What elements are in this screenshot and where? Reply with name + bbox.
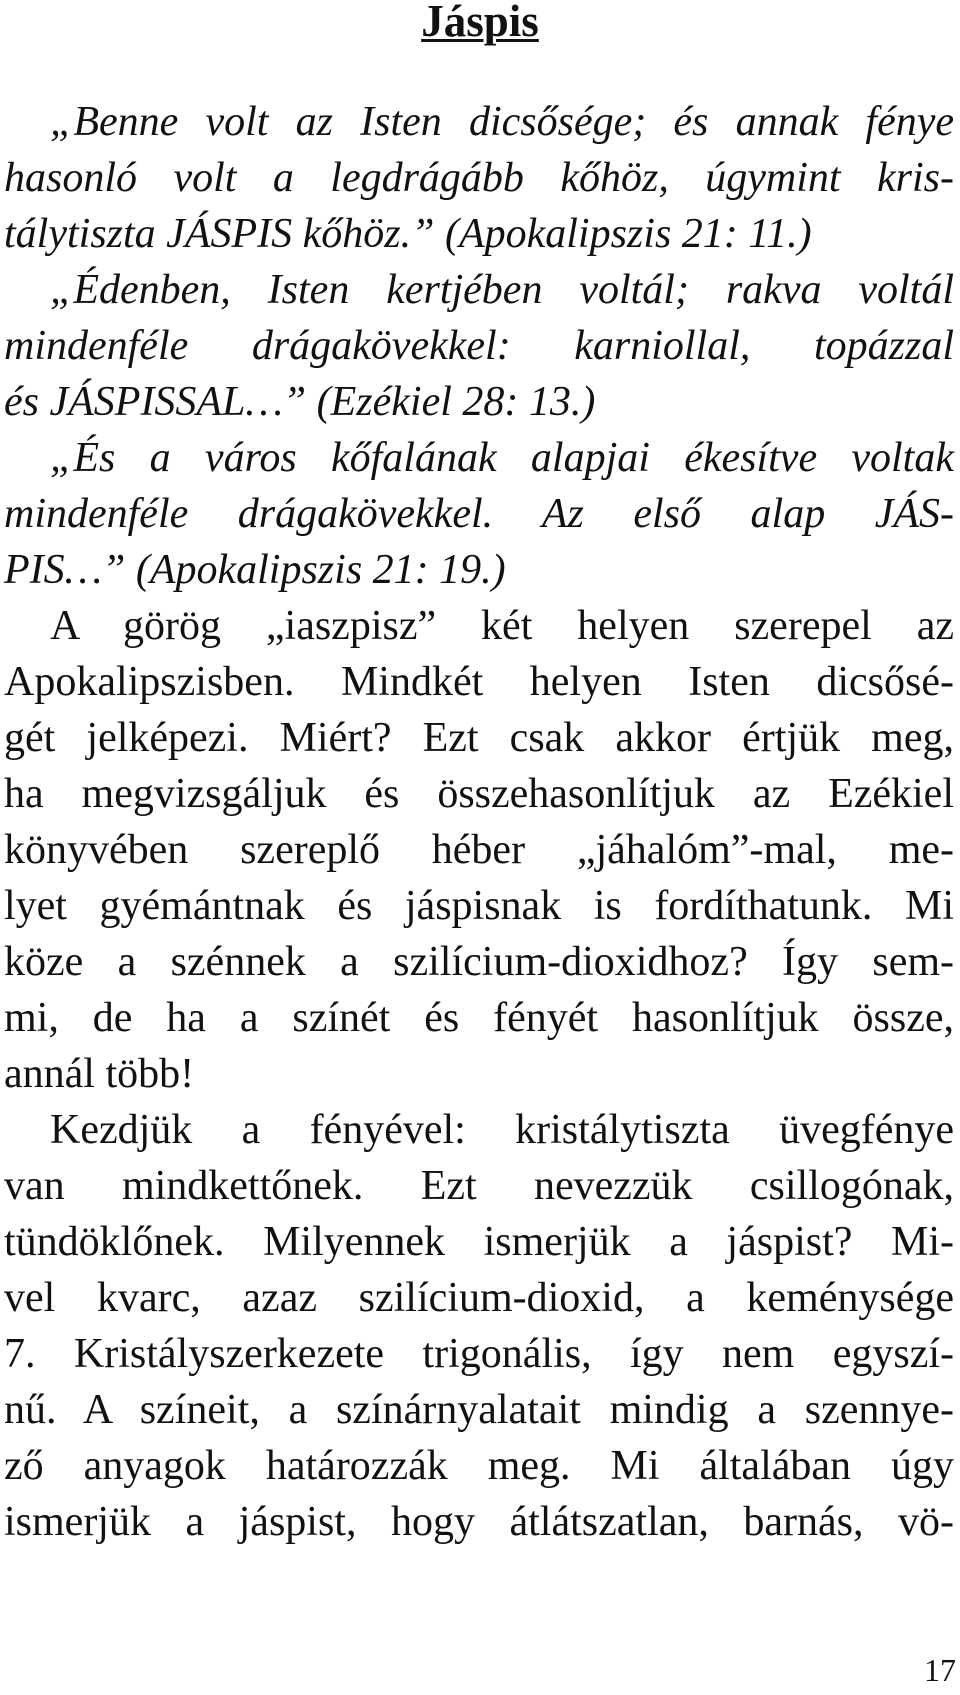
page-number: 17 bbox=[924, 1652, 956, 1688]
text-line: mindenféle drágakövekkel: karniollal, topázzal bbox=[4, 323, 954, 369]
text-line: van mindkettőnek. Ezt nevezzük csillogónak, bbox=[4, 1163, 954, 1209]
text-line: ismerjük a jáspist, hogy átlátszatlan, barnás, vö- bbox=[4, 1499, 954, 1545]
text-line: „Édenben, Isten kertjében voltál; rakva voltál bbox=[50, 267, 954, 313]
text-line: A görög „iaszpisz” két helyen szerepel az bbox=[50, 603, 954, 649]
text-line: gét jelképezi. Miért? Ezt csak akkor értjük meg, bbox=[4, 715, 954, 761]
page-title: Jáspis bbox=[421, 0, 539, 46]
text-line: „Benne volt az Isten dicsősége; és annak fénye bbox=[50, 99, 954, 145]
text-line: Kezdjük a fényével: kristálytiszta üvegfénye bbox=[50, 1107, 954, 1153]
text-line: lyet gyémántnak és jáspisnak is fordíthatunk. Mi bbox=[4, 883, 954, 929]
text-line: annál több! bbox=[4, 1051, 195, 1097]
text-line: ha megvizsgáljuk és összehasonlítjuk az Ezékiel bbox=[4, 771, 954, 817]
text-line: hasonló volt a legdrágább kőhöz, úgymint kris- bbox=[4, 155, 954, 201]
text-line: ző anyagok határozzák meg. Mi általában úgy bbox=[4, 1443, 954, 1489]
text-line: „És a város kőfalának alapjai ékesítve voltak bbox=[50, 435, 954, 481]
text-line: könyvében szereplő héber „jáhalóm”-mal, me- bbox=[4, 827, 954, 873]
text-line: nű. A színeit, a színárnyalatait mindig a szennye- bbox=[4, 1387, 954, 1433]
text-line: tálytiszta JÁSPIS kőhöz.” (Apokalipszis 21: 11.) bbox=[4, 211, 812, 257]
text-line: tündöklőnek. Milyennek ismerjük a jáspist? Mi- bbox=[4, 1219, 954, 1265]
text-line: PIS…” (Apokalipszis 21: 19.) bbox=[4, 547, 506, 593]
text-line: mindenféle drágakövekkel. Az első alap JÁS- bbox=[4, 491, 954, 537]
text-line: 7. Kristályszerkezete trigonális, így nem egyszí- bbox=[4, 1331, 954, 1377]
text-line: köze a szénnek a szilícium-dioxidhoz? Így sem- bbox=[4, 939, 954, 985]
text-line: és JÁSPISSAL…” (Ezékiel 28: 13.) bbox=[4, 379, 596, 425]
text-line: Apokalipszisben. Mindkét helyen Isten dicsősé- bbox=[4, 659, 954, 705]
text-line: vel kvarc, azaz szilícium-dioxid, a keménysége bbox=[4, 1275, 954, 1321]
text-line: mi, de ha a színét és fényét hasonlítjuk össze, bbox=[4, 995, 954, 1041]
